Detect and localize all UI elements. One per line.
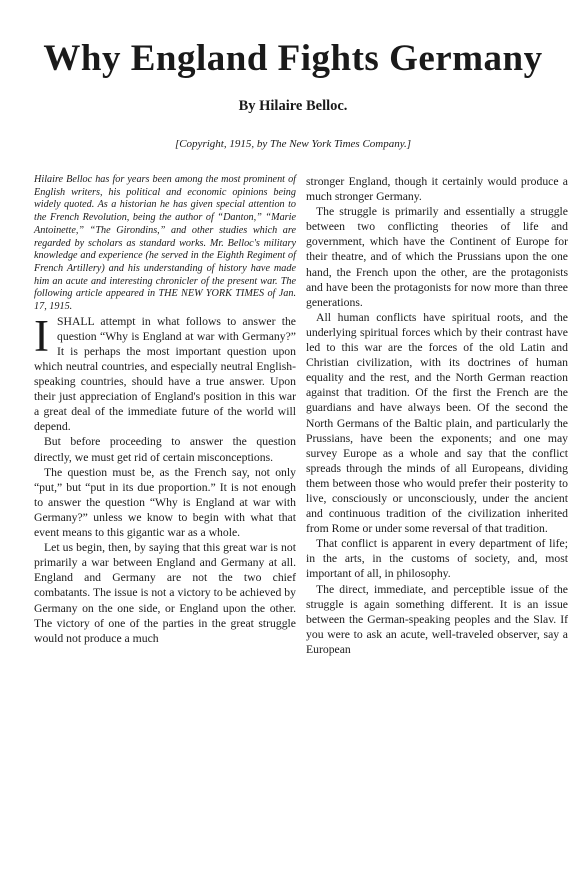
editor-intro: Hilaire Belloc has for years been among the most prominent of English writers, his political and economic opinions being widely quoted. As a historian he has given special attention to the French Revolution, being the author of “Danton,” “Marie Antoinette,” “The Girondins,” and other studies which are regarded by scholars as standard works. Mr. Belloc's military knowledge and experience (he served in the Eighth Regiment of French Artillery) and his understanding of history have made him an acute and interesting chronicler of the present war. The following article appeared in THE NEW YORK TIMES of Jan. 17, 1915.	[34, 174, 296, 313]
drop-cap: I	[34, 310, 49, 361]
left-column	[34, 174, 296, 646]
paragraph: All human conflicts have spiritual roots, and the underlying spiritual forces which by their contrast have led to this war are the forces of the old Latin and Christian civilization, with its doctrines of human equality and the rest, and the North German reaction against that tradition. Of the first the French are the guardians and have always been. Of the second the North Germans of the Baltic plain, and particularly the Prussians, have been the exponents; and one may survey Europe as a whole and say that the conflict spreads through the minds of all Europeans, dividing them between those who would prefer their posterity to live, consciously or unconsciously, under the ancient and continuous tradition of the civilization inherited from Rome or under some reversal of that tradition.	[306, 310, 568, 536]
right-column	[306, 174, 568, 657]
paragraph: That conflict is apparent in every department of life; in the arts, in the customs of society, and, most important of all, in philosophy.	[306, 537, 568, 581]
paragraph: The question must be, as the French say, not only “put,” but “put in its due proportion.” It is not enough to answer the question “Why is England at war with Germany?” unless we know to begin with what that event means to this gigantic war as a whole.	[34, 465, 296, 540]
paragraph: The struggle is primarily and essentially a struggle between two conflicting theories of life and government, which have the Continent of Europe for their theatre, and of which the Prussians upon the one hand, the French upon the other, are the protagonists and have been the protagonists for now more than three generations.	[306, 205, 568, 309]
continued-paragraph: stronger England, though it certainly would produce a much stronger Germany.	[306, 175, 568, 204]
paragraph-text: SHALL attempt in what follows to answer the question “Why is England at war with Germany?” It is perhaps the most important question upon which neutral countries, and especially neutral English-speaking countries, should have a true answer. Upon their just appreciation of England's position in this war a great deal of the immediate future of the world will depend.	[34, 314, 296, 434]
paragraph: But before proceeding to answer the question directly, we must get rid of certain misconceptions.	[34, 435, 296, 464]
paragraph: Let us begin, then, by saying that this great war is not primarily a war between England and Germany at all. England and Germany are not the two chief combatants. The issue is not a victory to be achieved by Germany on the one side, or England upon the other. The victory of one of the parties in the great struggle would not produce a much	[34, 541, 296, 645]
article-byline: By Hilaire Belloc.	[238, 98, 348, 114]
opening-paragraph	[34, 310, 296, 435]
paragraph: The direct, immediate, and perceptible issue of the struggle is again something different. It is an issue between the German-speaking peoples and the Slav. If you were to ask an acute, well-traveled observer, say a European	[306, 582, 568, 656]
article-headline: Why England Fights Germany	[43, 38, 543, 79]
copyright-notice: [Copyright, 1915, by The New York Times Company.]	[174, 138, 412, 150]
